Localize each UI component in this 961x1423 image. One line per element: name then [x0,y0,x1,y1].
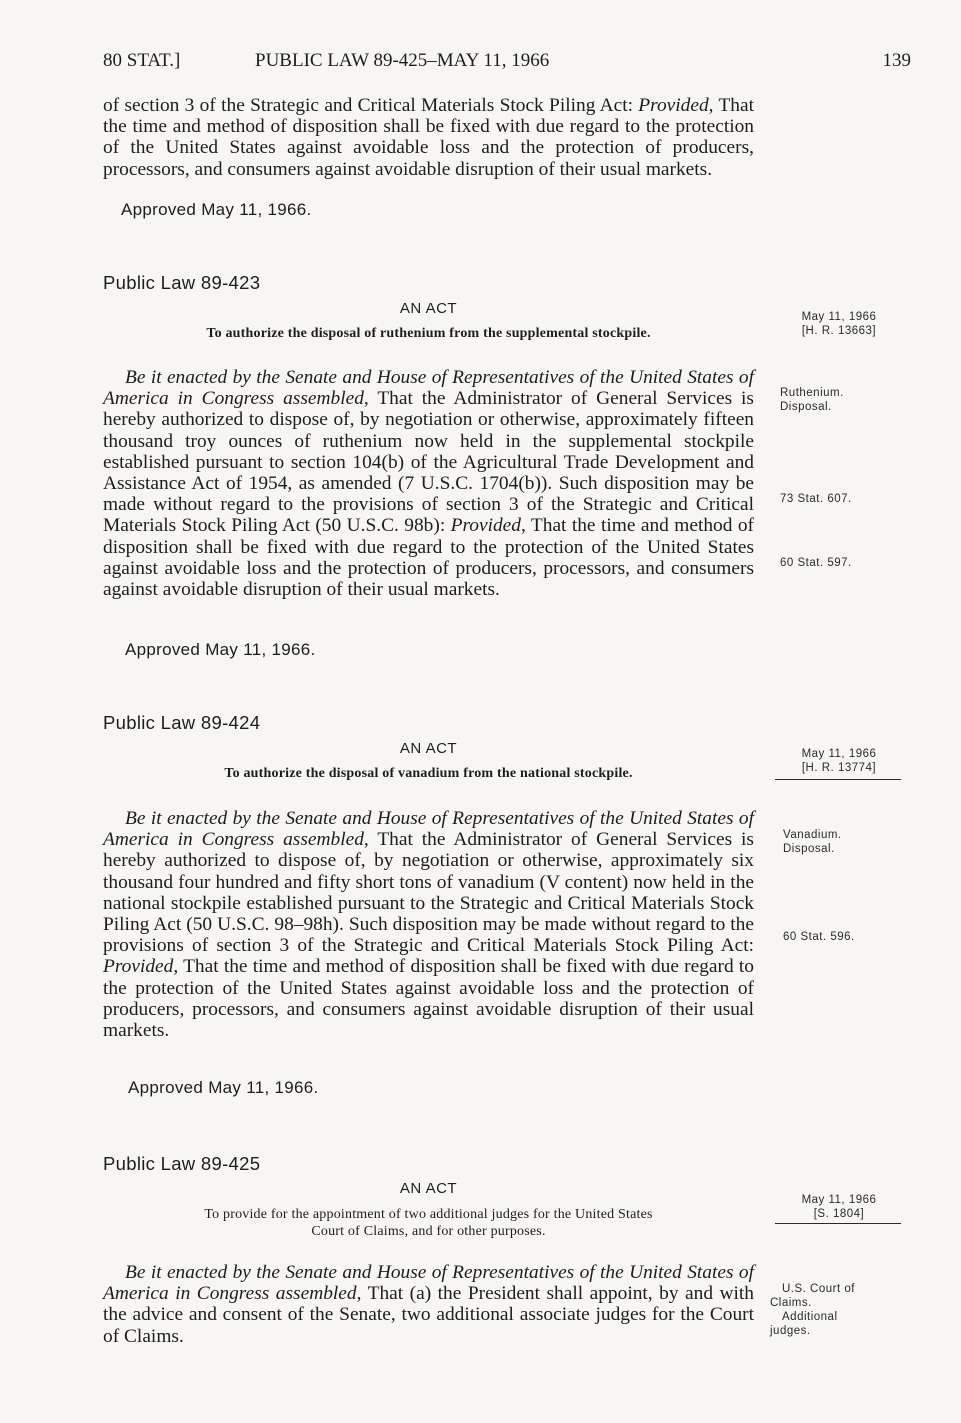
approved-line: Approved May 11, 1966. [125,640,316,659]
margin-rule [775,779,901,780]
act-body: Be it enacted by the Senate and House of Representatives of the United States of America in Congress assembled, That the Administrator of General Services is hereby authorized to dispose of, by negotiation or otherwise, approximately six thousand four hundred and fifty short tons of vanadium (V content) now held in the national stockpile established pursuant to the Strategic and Critical Materials Stock Piling Act (50 U.S.C. 98–98h). Such disposition may be made without regard to the provisions of section 3 of the Strategic and Critical Materials Stock Piling Act: Provided, That the time and method of disposition shall be fixed with due regard to the protection of the United States against avoidable loss and the protection of producers, processors, and consumers against avoidable disruption of their usual markets. [103,808,754,1042]
law-title: Public Law 89-425 [103,1153,261,1174]
act-body: Be it enacted by the Senate and House of Representatives of the United States of America in Congress assembled, That the Administrator of General Services is hereby authorized to dispose of, by negotiation or otherwise, approximately fifteen thousand troy ounces of ruthenium now held in the supplemental stockpile established pursuant to section 104(b) of the Agricultural Trade Development and Assistance Act of 1954, as amended (7 U.S.C. 1704(b)). Such disposition may be made without regard to the provisions of section 3 of the Strategic and Critical Materials Stock Piling Act (50 U.S.C. 98b): Provided, That the time and method of disposition shall be fixed with due regard to the protection of the United States against avoidable loss and the protection of producers, processors, and consumers against avoidable disruption of their usual markets. [103,367,754,601]
margin-topic-note: Ruthenium. Disposal. [780,387,844,413]
margin-rule [775,1223,901,1224]
running-header [103,50,911,80]
margin-date-note: May 11, 1966 [H. R. 13663] [801,311,877,337]
approved-line: Approved May 11, 1966. [128,1078,319,1097]
carryover-paragraph: of section 3 of the Strategic and Critical Materials Stock Piling Act: Provided, That the time and method of disposition shall be fixed with due regard to the protection of the United States against avoidable loss and the protection of producers, processors, and consumers against avoidable disruption of their usual markets. [103,95,754,180]
margin-stat-note: 73 Stat. 607. [780,493,852,505]
margin-topic-note: Vanadium. Disposal. [783,829,842,855]
approved-line: Approved May 11, 1966. [121,200,312,219]
margin-topic-note: U.S. Court of Claims. Additional judges. [770,1283,855,1337]
margin-date-note: May 11, 1966 [H. R. 13774] [801,748,877,774]
margin-stat-note: 60 Stat. 596. [783,931,855,943]
act-body: Be it enacted by the Senate and House of Representatives of the United States of America in Congress assembled, That (a) the President shall appoint, by and with the advice and consent of the Senate, two additional associate judges for the Court of Claims. [103,1262,754,1347]
header-title: PUBLIC LAW 89-425–MAY 11, 1966 [255,50,550,71]
an-act-heading: AN ACT [399,300,458,317]
law-title: Public Law 89-423 [103,272,261,293]
act-purpose: To authorize the disposal of ruthenium from the supplemental stockpile. [206,326,651,341]
law-title: Public Law 89-424 [103,712,261,733]
act-purpose: To provide for the appointment of two additional judges for the United States Court of Claims, and for other purposes. [204,1207,653,1239]
stat-reference: 80 STAT.] [103,50,181,71]
page-number: 139 [882,50,911,71]
act-purpose: To authorize the disposal of vanadium from the national stockpile. [224,766,633,781]
an-act-heading: AN ACT [399,740,458,757]
margin-date-note: May 11, 1966 [S. 1804] [801,1194,877,1220]
margin-stat-note: 60 Stat. 597. [780,557,852,569]
an-act-heading: AN ACT [399,1180,458,1197]
